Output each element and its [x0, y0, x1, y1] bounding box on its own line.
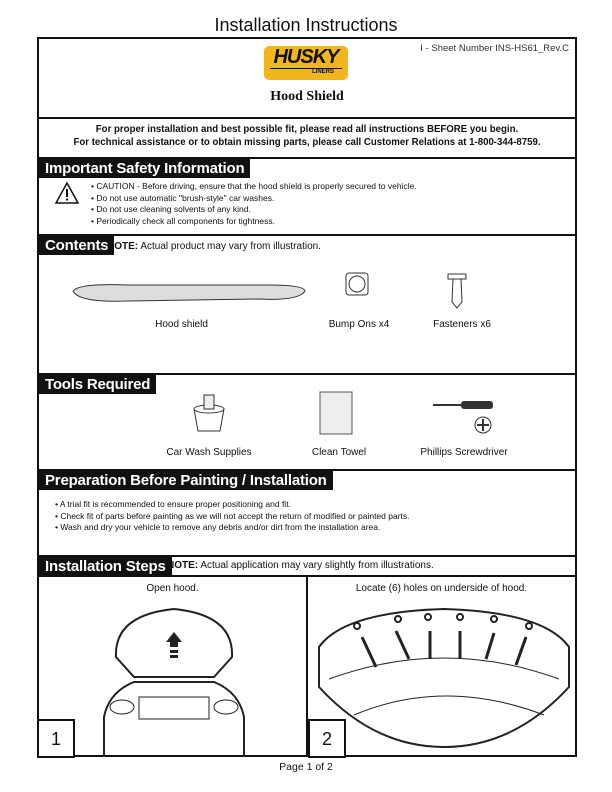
contents-heading: Contents — [39, 236, 114, 255]
step-text: Locate (6) holes on underside of hood. — [355, 583, 528, 594]
note-label: NOTE: — [167, 560, 199, 571]
notice-line: For technical assistance or to obtain missing parts, please call Customer Relations at 1-800-344-8759. — [73, 136, 541, 148]
hood-underside-illustration — [314, 597, 575, 757]
safety-heading: Important Safety Information — [39, 159, 250, 178]
bump-on-illustration — [345, 272, 369, 296]
prep-heading: Preparation Before Painting / Installation — [39, 471, 333, 490]
sheet-number: I - Sheet Number INS-HS61_Rev.C — [420, 43, 569, 54]
screwdriver-icon — [431, 397, 501, 437]
open-hood-illustration — [94, 597, 254, 757]
note-text: Actual product may vary from illustration. — [140, 241, 321, 252]
steps-heading: Installation Steps — [39, 557, 172, 576]
towel-icon — [317, 389, 357, 437]
contents-item: Fasteners x6 — [433, 319, 491, 330]
fastener-illustration — [445, 272, 469, 310]
steps-note — [167, 560, 434, 571]
step-text: Open hood. — [146, 583, 199, 594]
product-name: Hood Shield — [270, 89, 344, 104]
safety-list — [91, 181, 417, 227]
hood-shield-illustration — [69, 279, 309, 309]
contents-note — [107, 241, 321, 252]
tool-item: Clean Towel — [311, 447, 367, 458]
prep-item: • A trial fit is recommended to ensure proper positioning and fit. — [55, 499, 410, 511]
tool-item: Phillips Screwdriver — [420, 447, 508, 458]
husky-logo: HUSKY LINERS — [264, 46, 348, 80]
prep-list — [55, 499, 410, 534]
tools-heading: Tools Required — [39, 375, 156, 394]
safety-item: • Periodically check all components for tightness. — [91, 216, 417, 228]
safety-item: • Do not use automatic "brush-style" car washes. — [91, 193, 417, 205]
car-wash-bucket-icon — [189, 391, 229, 435]
step-number: 2 — [308, 719, 346, 758]
tool-item: Car Wash Supplies — [166, 447, 252, 458]
page-number: Page 1 of 2 — [279, 761, 333, 773]
prep-item: • Wash and dry your vehicle to remove any debris and/or dirt from the installation area. — [55, 522, 410, 534]
document-title: Installation Instructions — [214, 15, 398, 35]
step-number: 1 — [37, 719, 75, 758]
notice — [60, 123, 553, 149]
safety-item: • Do not use cleaning solvents of any kind. — [91, 204, 417, 216]
notice-line: For proper installation and best possible fit, please read all instructions BEFORE you begin. — [95, 123, 519, 135]
prep-item: • Check fit of parts before painting as we will not accept the return of modified or painted parts. — [55, 511, 410, 523]
note-label: NOTE: — [107, 241, 139, 252]
note-text: Actual application may vary slightly from illustrations. — [200, 560, 434, 571]
contents-item: Hood shield — [155, 319, 208, 330]
contents-item: Bump Ons x4 — [328, 319, 390, 330]
instruction-sheet — [37, 37, 577, 757]
safety-item: • CAUTION - Before driving, ensure that the hood shield is properly secured to vehicle. — [91, 181, 417, 193]
warning-icon — [54, 181, 80, 205]
